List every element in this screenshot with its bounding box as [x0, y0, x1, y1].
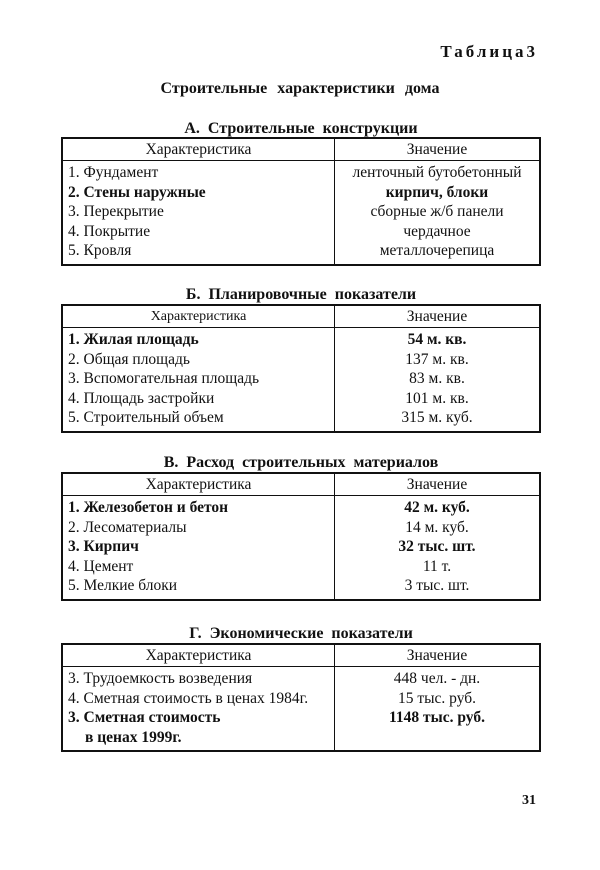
page-title: Строительные характеристики дома: [160, 80, 440, 97]
section-title-b: Б. Планировочные показатели: [185, 286, 417, 303]
value-cell: ленточный бутобетонный: [335, 161, 541, 183]
characteristic-name: 1. Фундамент: [68, 164, 159, 181]
characteristic-cell: [62, 369, 335, 389]
table-economics: [61, 643, 541, 752]
characteristic-name: 3. Сметная стоимость: [68, 709, 221, 727]
value-cell: 14 м. куб.: [335, 518, 541, 538]
column-header: Характеристика: [62, 473, 335, 496]
characteristic-name: 1. Железобетон и бетон: [68, 499, 229, 516]
column-header: Характеристика: [62, 305, 335, 328]
value-cell: 32 тыс. шт.: [335, 537, 541, 557]
table-row: [62, 689, 540, 709]
table-row: [62, 202, 540, 222]
characteristic-cell: [62, 496, 335, 518]
characteristic-name: 2. Общая площадь: [68, 350, 190, 368]
table-row: [62, 241, 540, 265]
column-header: Значение: [335, 305, 541, 328]
characteristic-cell: [62, 161, 335, 183]
table-row: [62, 369, 540, 389]
value-cell: сборные ж/б панели: [335, 202, 541, 222]
column-header: Характеристика: [62, 644, 335, 667]
value-cell: 1148 тыс. руб.: [335, 708, 541, 751]
characteristic-cell: [62, 576, 335, 600]
value-cell: 448 чел. - дн.: [335, 667, 541, 689]
characteristic-name: 3. Вспомогательная площадь: [68, 370, 260, 388]
characteristic-name: 2. Лесоматериалы: [68, 518, 187, 536]
value-cell: 15 тыс. руб.: [335, 689, 541, 709]
value-cell: кирпич, блоки: [335, 183, 541, 203]
value-cell: 3 тыс. шт.: [335, 576, 541, 600]
characteristic-cell: [62, 241, 335, 265]
value-cell: чердачное: [335, 222, 541, 242]
table-row: [62, 389, 540, 409]
page-number: 31: [522, 793, 536, 808]
table-row: [62, 222, 540, 242]
value-cell: 101 м. кв.: [335, 389, 541, 409]
table-materials: [61, 472, 541, 601]
characteristic-name: 5. Кровля: [68, 242, 132, 260]
characteristic-cell: [62, 708, 335, 751]
value-cell: 42 м. куб.: [335, 496, 541, 518]
value-cell: металлочерепица: [335, 241, 541, 265]
characteristic-name: 3. Кирпич: [68, 538, 139, 556]
section-title-d: Г. Экономические показатели: [189, 625, 413, 642]
characteristic-name: 3. Трудоемкость возведения: [68, 670, 253, 687]
column-header: Значение: [335, 644, 541, 667]
column-header: Характеристика: [62, 138, 335, 161]
table-construction: [61, 137, 541, 266]
column-header: Значение: [335, 473, 541, 496]
characteristic-cell: [62, 350, 335, 370]
value-cell: 137 м. кв.: [335, 350, 541, 370]
characteristic-name: 4. Площадь застройки: [68, 389, 215, 407]
table-row: [62, 183, 540, 203]
characteristic-name: 2. Стены наружные: [68, 183, 206, 201]
table-planning: [61, 304, 541, 433]
characteristic-name: 1. Жилая площадь: [68, 331, 199, 348]
characteristic-name-cont: в ценах 1999г.: [85, 728, 182, 746]
table-row: [62, 328, 540, 350]
characteristic-cell: [62, 389, 335, 409]
characteristic-cell: [62, 222, 335, 242]
table-row: [62, 518, 540, 538]
section-title-c: В. Расход строительных материалов: [163, 454, 439, 471]
table-label: Таблица3: [440, 42, 538, 61]
section-title-a: А. Строительные конструкции: [184, 120, 418, 137]
characteristic-name: 4. Сметная стоимость в ценах 1984г.: [68, 689, 309, 707]
characteristic-cell: [62, 537, 335, 557]
value-cell: 315 м. куб.: [335, 408, 541, 432]
table-row: [62, 557, 540, 577]
table-row: [62, 708, 540, 751]
characteristic-name: 5. Строительный объем: [68, 409, 224, 427]
characteristic-cell: [62, 518, 335, 538]
characteristic-cell: [62, 408, 335, 432]
value-cell: 83 м. кв.: [335, 369, 541, 389]
table-row: [62, 576, 540, 600]
table-row: [62, 350, 540, 370]
characteristic-cell: [62, 667, 335, 689]
table-row: [62, 161, 540, 183]
characteristic-cell: [62, 689, 335, 709]
characteristic-name: 5. Мелкие блоки: [68, 577, 178, 595]
table-row: [62, 667, 540, 689]
table-row: [62, 537, 540, 557]
value-cell: 54 м. кв.: [335, 328, 541, 350]
table-row: [62, 408, 540, 432]
characteristic-name: 4. Цемент: [68, 557, 134, 575]
value-cell: 11 т.: [335, 557, 541, 577]
characteristic-cell: [62, 328, 335, 350]
table-row: [62, 496, 540, 518]
characteristic-name: 4. Покрытие: [68, 222, 151, 240]
characteristic-name: 3. Перекрытие: [68, 203, 164, 221]
characteristic-cell: [62, 557, 335, 577]
characteristic-cell: [62, 202, 335, 222]
column-header: Значение: [335, 138, 541, 161]
characteristic-cell: [62, 183, 335, 203]
